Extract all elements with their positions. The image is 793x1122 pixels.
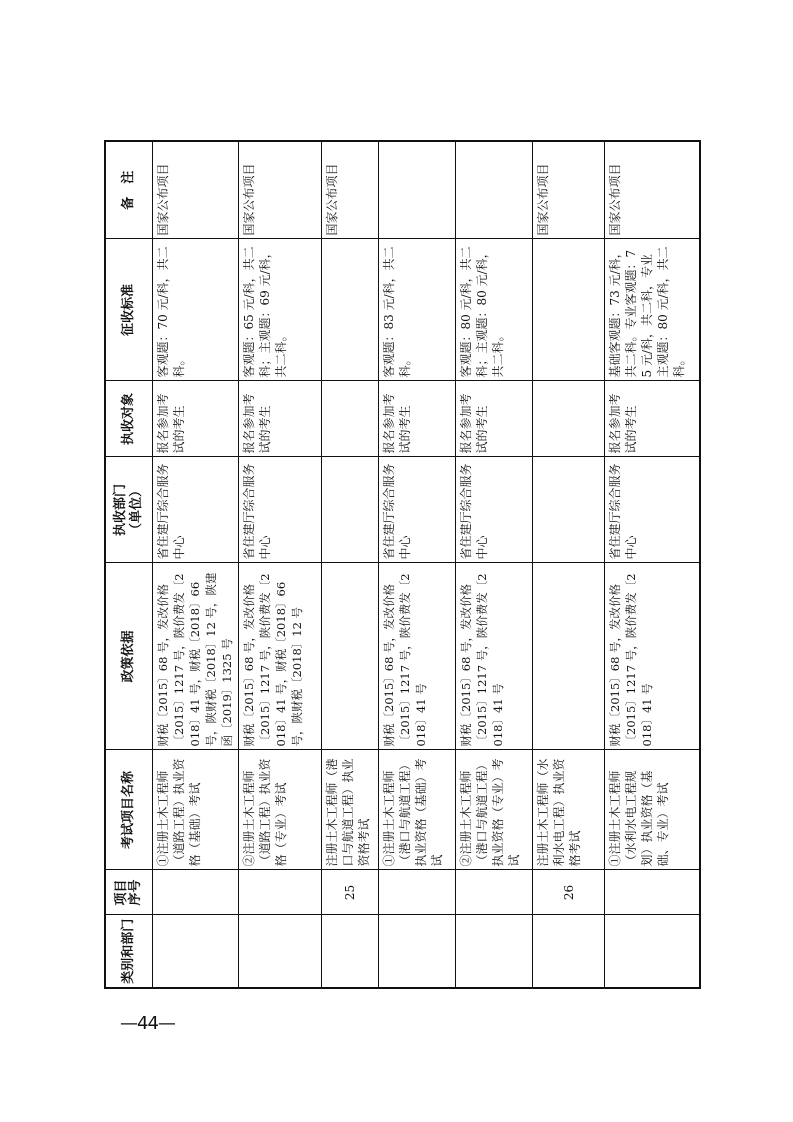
header-name: 考试项目名称: [105, 750, 153, 870]
cell-basis: [322, 563, 379, 750]
cell-remark: 国家公布项目: [239, 141, 322, 239]
cell-target: 报名参加考试的考生: [153, 381, 239, 457]
cell-name: ①注册土木工程师（港口与航道工程）执业资格（基础）考试: [379, 750, 456, 870]
cell-category: [379, 915, 456, 988]
cell-dept: 省住建厅综合服务中心: [153, 457, 239, 563]
header-no: 项目 序号: [105, 870, 153, 915]
cell-no: [379, 870, 456, 915]
cell-remark: 国家公布项目: [322, 141, 379, 239]
page-number: —44—: [120, 1013, 175, 1034]
cell-target: 报名参加考试的考生: [239, 381, 322, 457]
cell-basis: [533, 563, 605, 750]
cell-no: [605, 870, 700, 915]
cell-standard: 客观题：70 元/科，共二科。: [153, 239, 239, 381]
cell-name: ①注册土木工程师（道路工程）执业资格（基础）考试: [153, 750, 239, 870]
header-dept: 执收部门 （单位）: [105, 457, 153, 563]
cell-no: 25: [322, 870, 379, 915]
table-row: [456, 141, 533, 988]
table-row: [533, 141, 605, 988]
cell-target: [533, 381, 605, 457]
cell-dept: [533, 457, 605, 563]
cell-no: [153, 870, 239, 915]
cell-basis: 财税〔2015〕68 号，发改价格〔2015〕1217 号，陕价费发〔2018〕41 号，财税〔2018〕66 号，陕财税〔2018〕12 号，陕建函〔2019〕1325 号: [153, 563, 239, 750]
table-row: [379, 141, 456, 988]
table-row: [153, 141, 239, 988]
cell-category: [605, 915, 700, 988]
cell-standard: 客观题：65 元/科，共二科；主观题：69 元/科，共二科。: [239, 239, 322, 381]
cell-basis: 财税〔2015〕68 号，发改价格〔2015〕1217 号，陕价费发〔2018〕41 号: [379, 563, 456, 750]
cell-name: ②注册土木工程师（道路工程）执业资格（专业）考试: [239, 750, 322, 870]
cell-no: [239, 870, 322, 915]
cell-category: [456, 915, 533, 988]
cell-standard: 基础客观题：73 元/科，共二科。专业客观题：75 元/科，共二科，专业主观题：80 元/科，共二科。: [605, 239, 700, 381]
cell-category: [153, 915, 239, 988]
fee-table: [104, 140, 701, 989]
cell-target: 报名参加考试的考生: [456, 381, 533, 457]
cell-name: ②注册土木工程师（港口与航道工程）执业资格（专业）考试: [456, 750, 533, 870]
cell-standard: 客观题：80 元/科，共二科；主观题：80 元/科，共二科。: [456, 239, 533, 381]
cell-target: 报名参加考试的考生: [605, 381, 700, 457]
cell-basis: 财税〔2015〕68 号，发改价格〔2015〕1217 号，陕价费发〔2018〕41 号: [456, 563, 533, 750]
table-header-row: [105, 141, 153, 988]
cell-target: 报名参加考试的考生: [379, 381, 456, 457]
cell-dept: 省住建厅综合服务中心: [605, 457, 700, 563]
cell-standard: [322, 239, 379, 381]
cell-dept: 省住建厅综合服务中心: [379, 457, 456, 563]
header-standard: 征收标准: [105, 239, 153, 381]
header-remark: 备 注: [105, 141, 153, 239]
cell-dept: 省住建厅综合服务中心: [239, 457, 322, 563]
table-row: [239, 141, 322, 988]
cell-target: [322, 381, 379, 457]
cell-dept: [322, 457, 379, 563]
cell-remark: 国家公布项目: [153, 141, 239, 239]
cell-remark: 国家公布项目: [605, 141, 700, 239]
cell-name: 注册土木工程师（港口与航道工程）执业资格考试: [322, 750, 379, 870]
cell-category: [322, 915, 379, 988]
table-row: [605, 141, 700, 988]
rotated-page: [104, 142, 693, 989]
cell-no: [456, 870, 533, 915]
cell-category: [533, 915, 605, 988]
cell-remark: 国家公布项目: [533, 141, 605, 239]
cell-remark: [379, 141, 456, 239]
cell-remark: [456, 141, 533, 239]
cell-basis: 财税〔2015〕68 号，发改价格〔2015〕1217 号，陕价费发〔2018〕41 号，财税〔2018〕66 号，陕财税〔2018〕12 号: [239, 563, 322, 750]
cell-name: 注册土木工程师（水利水电工程）执业资格考试: [533, 750, 605, 870]
cell-standard: [533, 239, 605, 381]
header-category: 类别和部门: [105, 915, 153, 988]
cell-standard: 客观题：83 元/科，共二科。: [379, 239, 456, 381]
cell-basis: 财税〔2015〕68 号，发改价格〔2015〕1217 号，陕价费发〔2018〕41 号: [605, 563, 700, 750]
table-row: [322, 141, 379, 988]
cell-dept: 省住建厅综合服务中心: [456, 457, 533, 563]
cell-no: 26: [533, 870, 605, 915]
cell-name: ①注册土木工程师（水利水电工程规划）执业资格（基础、专业）考试: [605, 750, 700, 870]
header-basis: 政策依据: [105, 563, 153, 750]
header-target: 执收对象: [105, 381, 153, 457]
cell-category: [239, 915, 322, 988]
